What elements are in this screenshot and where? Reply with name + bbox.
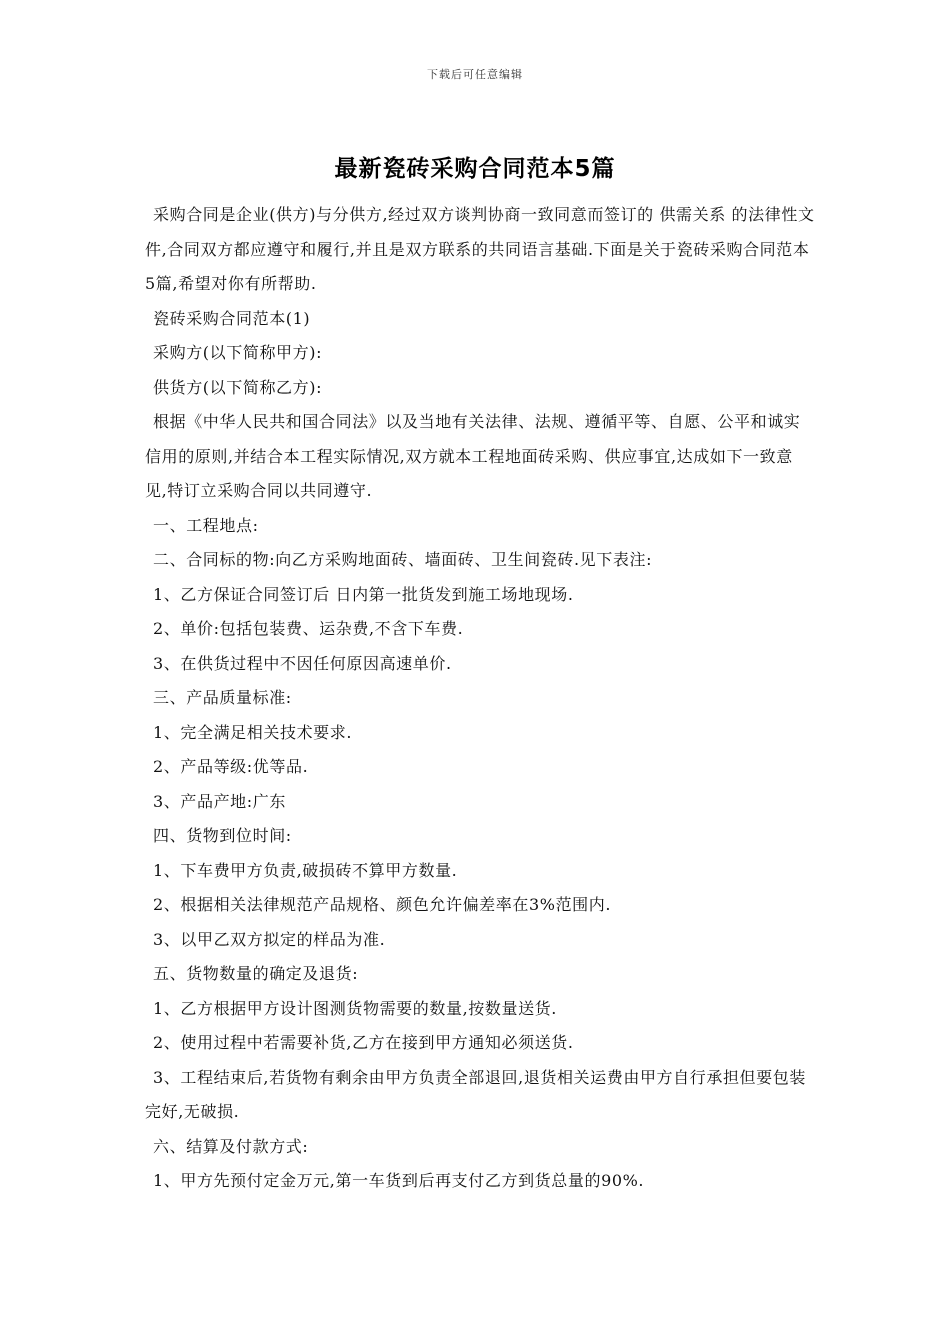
section-heading: 二、合同标的物:向乙方采购地面砖、墙面砖、卫生间瓷砖.见下表注: [153,550,653,569]
clause-item: 1、乙方保证合同签订后 日内第一批货发到施工场地现场. [153,584,574,604]
document-body [145,198,815,1199]
header-note: 下载后可任意编辑 [427,68,523,81]
clause-item: 2、单价:包括包装费、运杂费,不含下车费. [153,619,464,638]
section-heading: 三、产品质量标准: [153,688,292,707]
paragraph-supplier: 供货方(以下简称乙方): [153,377,323,397]
paragraph-subtitle: 瓷砖采购合同范本(1) [153,308,311,328]
clause-item: 1、完全满足相关技术要求. [153,722,353,742]
clause-item: 3、工程结束后,若货物有剩余由甲方负责全部退回,退货相关运费由甲方自行承担但要包装完好,无破损. [145,1067,806,1121]
section-heading: 四、货物到位时间: [153,826,292,845]
clause-item: 1、下车费甲方负责,破损砖不算甲方数量. [153,860,458,880]
paragraph-buyer: 采购方(以下简称甲方): [153,343,323,362]
section-heading: 五、货物数量的确定及退货: [153,964,359,983]
clause-item: 3、在供货过程中不因任何原因高速单价. [153,653,452,673]
paragraph-preamble: 根据《中华人民共和国合同法》以及当地有关法律、法规、遵循平等、自愿、公平和诚实信用的原则,并结合本工程实际情况,双方就本工程地面砖采购、供应事宜,达成如下一致意见,特订立采购合同以共同遵守. [145,412,801,500]
clause-item: 3、产品产地:广东 [153,791,286,811]
clause-item: 2、根据相关法律规范产品规格、颜色允许偏差率在3%范围内. [153,895,612,914]
clause-item: 1、甲方先预付定金万元,第一车货到后再支付乙方到货总量的90%. [153,1171,645,1190]
document-title: 最新瓷砖采购合同范本5篇 [334,156,616,182]
clause-item: 2、产品等级:优等品. [153,757,309,776]
clause-item: 3、以甲乙双方拟定的样品为准. [153,929,386,949]
clause-item: 1、乙方根据甲方设计图测货物需要的数量,按数量送货. [153,998,557,1018]
section-heading: 一、工程地点: [153,515,259,535]
section-heading: 六、结算及付款方式: [153,1136,309,1156]
clause-item: 2、使用过程中若需要补货,乙方在接到甲方通知必须送货. [153,1033,574,1052]
paragraph-intro: 采购合同是企业(供方)与分供方,经过双方谈判协商一致同意而签订的 供需关系 的法律性文件,合同双方都应遵守和履行,并且是双方联系的共同语言基础.下面是关于瓷砖采购合同范本5篇,希望对你有所帮助. [145,205,815,293]
